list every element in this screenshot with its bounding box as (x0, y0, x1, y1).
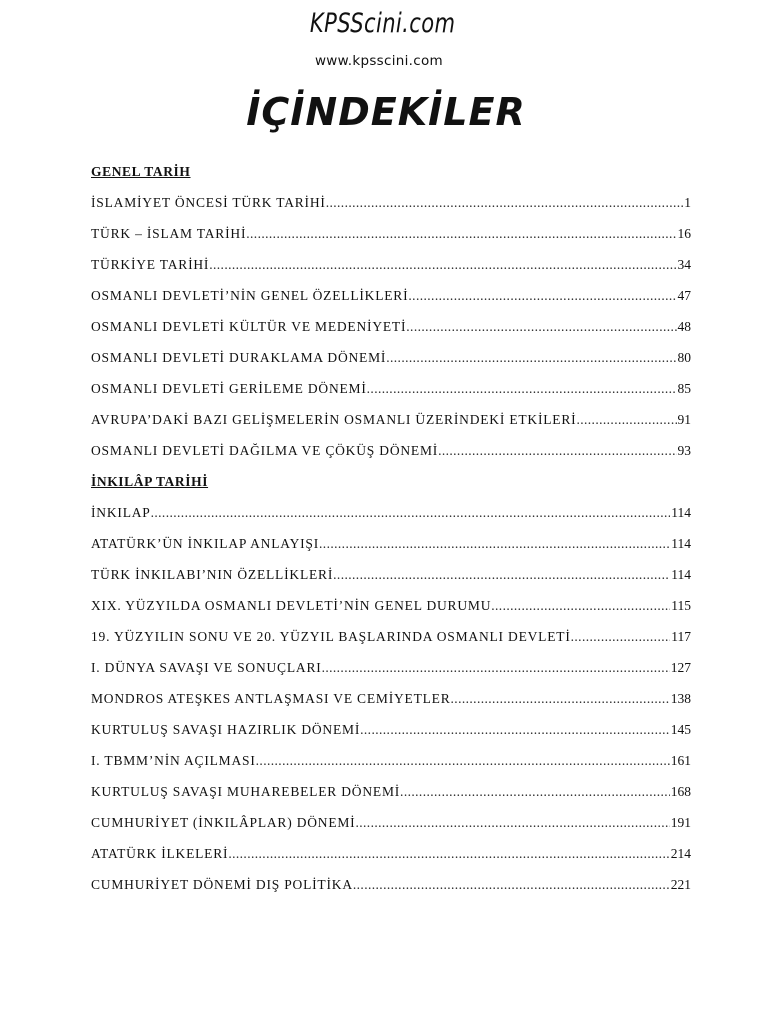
dot-leader (228, 841, 669, 866)
entry-page-number: 138 (670, 691, 691, 706)
toc-entry[interactable] (91, 872, 691, 903)
entry-page-number: 114 (671, 567, 691, 582)
dot-leader (386, 345, 676, 370)
dot-leader (319, 531, 670, 556)
toc-entry[interactable] (91, 686, 691, 717)
entry-title: I. TBMM’NİN AÇILMASI (91, 753, 256, 768)
dot-leader (576, 407, 676, 432)
dot-leader (438, 438, 676, 463)
dot-leader (367, 376, 677, 401)
toc-entry[interactable] (91, 779, 691, 810)
toc-entry[interactable] (91, 841, 691, 872)
entry-title: İNKILAP (91, 505, 151, 520)
dot-leader (209, 252, 676, 277)
toc-entry[interactable] (91, 810, 691, 841)
toc-entry[interactable] (91, 438, 691, 469)
entry-title: MONDROS ATEŞKES ANTLAŞMASI VE CEMİYETLER (91, 691, 451, 706)
dot-leader (256, 748, 670, 773)
section-heading-genel-tarih: GENEL TARİH (91, 164, 191, 179)
dot-leader (333, 562, 670, 587)
entry-title: CUMHURİYET DÖNEMİ DIŞ POLİTİKA (91, 877, 353, 892)
entry-page-number: 145 (670, 722, 691, 737)
toc-entry[interactable] (91, 717, 691, 748)
toc-entry[interactable] (91, 531, 691, 562)
dot-leader (451, 686, 670, 711)
entry-page-number: 1 (684, 195, 691, 210)
entry-page-number: 214 (670, 846, 691, 861)
dot-leader (151, 500, 671, 525)
dot-leader (322, 655, 670, 680)
toc-entry[interactable] (91, 562, 691, 593)
toc-entry[interactable] (91, 748, 691, 779)
entry-title: XIX. YÜZYILDA OSMANLI DEVLETİ’NİN GENEL DURUMU (91, 598, 492, 613)
entry-title: OSMANLI DEVLETİ GERİLEME DÖNEMİ (91, 381, 367, 396)
toc-entry[interactable] (91, 407, 691, 438)
entry-page-number: 47 (677, 288, 691, 303)
entry-page-number: 91 (677, 412, 691, 427)
entry-title: TÜRK İNKILABI’NIN ÖZELLİKLERİ (91, 567, 334, 582)
entry-page-number: 191 (670, 815, 691, 830)
entry-title: OSMANLI DEVLETİ’NİN GENEL ÖZELLİKLERİ (91, 288, 409, 303)
entry-title: OSMANLI DEVLETİ DURAKLAMA DÖNEMİ (91, 350, 387, 365)
entry-title: 19. YÜZYILIN SONU VE 20. YÜZYIL BAŞLARINDA OSMANLI DEVLETİ (91, 629, 571, 644)
entry-page-number: 16 (677, 226, 691, 241)
entry-page-number: 80 (677, 350, 691, 365)
entry-title: TÜRK – İSLAM TARİHİ (91, 226, 247, 241)
brand-logo-text: KPSScini.com (309, 8, 456, 39)
entry-page-number: 34 (677, 257, 691, 272)
entry-page-number: 93 (677, 443, 691, 458)
toc-entry[interactable] (91, 593, 691, 624)
entry-title: AVRUPA’DAKİ BAZI GELİŞMELERİN OSMANLI ÜZERİNDEKİ ETKİLERİ (91, 412, 577, 427)
dot-leader (353, 872, 670, 897)
site-url[interactable]: www.kpsscini.com (314, 53, 444, 69)
entry-page-number: 114 (671, 505, 691, 520)
entry-page-number: 221 (670, 877, 691, 892)
toc-entry[interactable] (91, 221, 691, 252)
dot-leader (408, 283, 676, 308)
toc-entry[interactable] (91, 624, 691, 655)
dot-leader (491, 593, 670, 618)
entry-title: OSMANLI DEVLETİ DAĞILMA VE ÇÖKÜŞ DÖNEMİ (91, 443, 439, 458)
dot-leader (246, 221, 676, 246)
toc-entry[interactable] (91, 252, 691, 283)
dot-leader (406, 314, 676, 339)
entry-page-number: 117 (671, 629, 691, 644)
dot-leader (360, 717, 670, 742)
entry-page-number: 115 (671, 598, 691, 613)
toc-entry[interactable] (91, 190, 691, 221)
entry-title: ATATÜRK’ÜN İNKILAP ANLAYIŞI (91, 536, 320, 551)
entry-title: OSMANLI DEVLETİ KÜLTÜR VE MEDENİYETİ (91, 319, 407, 334)
toc-entry[interactable] (91, 500, 691, 531)
entry-title: İSLAMİYET ÖNCESİ TÜRK TARİHİ (91, 195, 326, 210)
entry-page-number: 168 (670, 784, 691, 799)
toc-entry[interactable] (91, 376, 691, 407)
entry-page-number: 48 (677, 319, 691, 334)
dot-leader (400, 779, 670, 804)
toc-entry[interactable] (91, 345, 691, 376)
section-heading-inkilap-tarihi: İNKILÂP TARİHİ (91, 474, 209, 489)
entry-page-number: 127 (670, 660, 691, 675)
entry-title: CUMHURİYET (İNKILÂPLAR) DÖNEMİ (91, 815, 356, 830)
entry-title: KURTULUŞ SAVAŞI MUHAREBELER DÖNEMİ (91, 784, 401, 799)
toc-entry[interactable] (91, 655, 691, 686)
entry-page-number: 161 (670, 753, 691, 768)
entry-page-number: 85 (677, 381, 691, 396)
table-of-contents (91, 159, 691, 903)
page-title: İÇİNDEKİLER (246, 90, 526, 134)
toc-entry[interactable] (91, 283, 691, 314)
dot-leader (326, 190, 684, 215)
toc-entry[interactable] (91, 314, 691, 345)
dot-leader (571, 624, 671, 649)
entry-title: ATATÜRK İLKELERİ (91, 846, 229, 861)
entry-title: TÜRKİYE TARİHİ (91, 257, 210, 272)
entry-page-number: 114 (671, 536, 691, 551)
entry-title: KURTULUŞ SAVAŞI HAZIRLIK DÖNEMİ (91, 722, 361, 737)
entry-title: I. DÜNYA SAVAŞI VE SONUÇLARI (91, 660, 322, 675)
dot-leader (355, 810, 669, 835)
